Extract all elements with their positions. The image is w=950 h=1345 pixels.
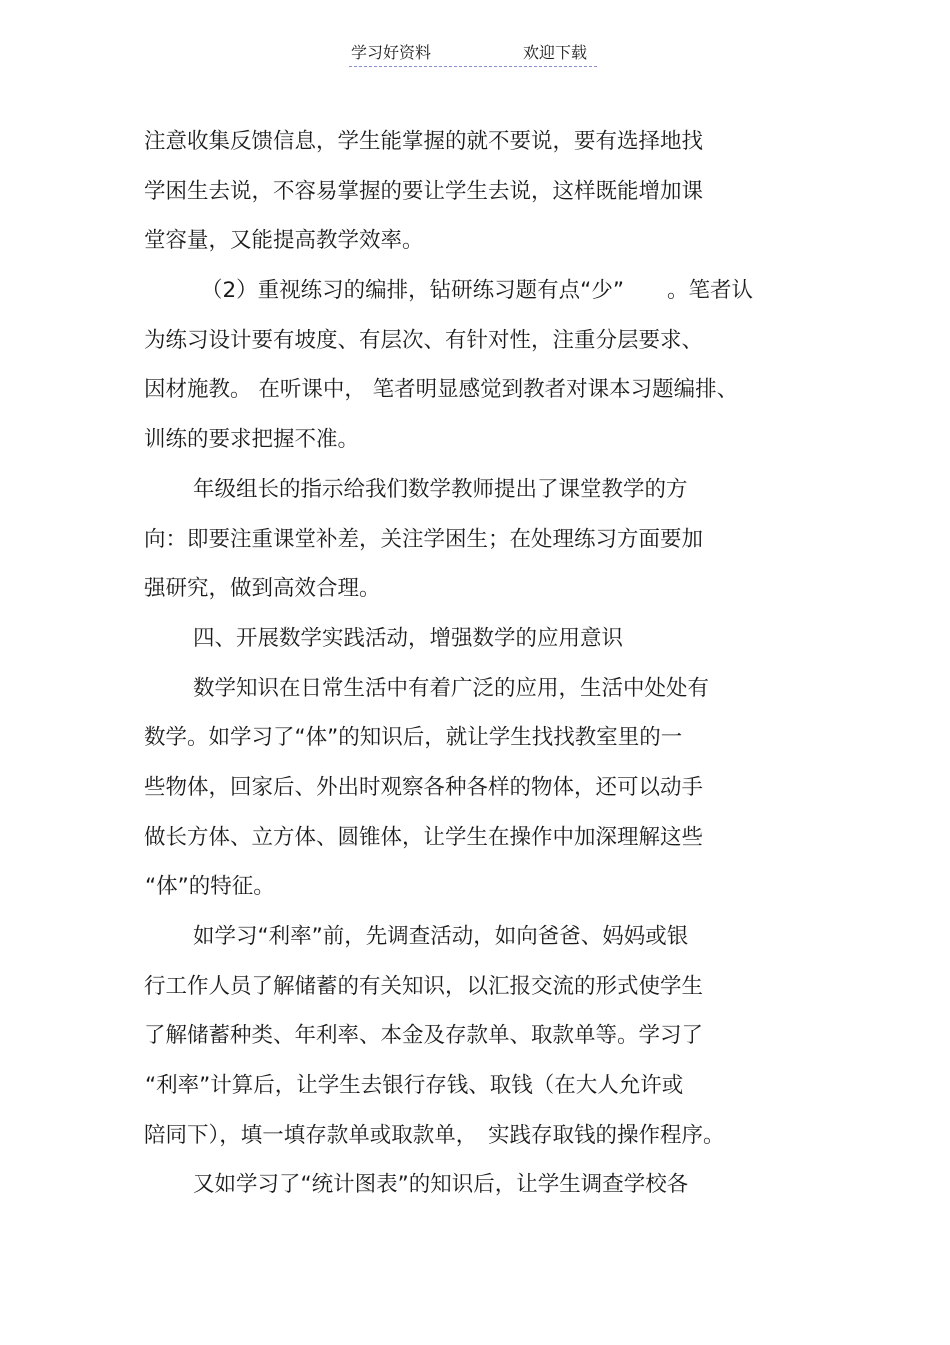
text-line: “体”的特征。 [145,874,275,900]
text-line: 陪同下），填一填存款单或取款单， 实践存取钱的操作程序。 [144,1122,725,1148]
page-header [349,40,597,67]
text-line: 又如学习了“统计图表”的知识后，让学生调查学校各 [193,1172,689,1198]
text-line: 强研究，做到高效合理。 [144,576,381,602]
text-line: 注意收集反馈信息，学生能掌握的就不要说，要有选择地找 [144,129,704,154]
header-right-text: 欢迎下载 [523,43,588,62]
text-line: 向：即要注重课堂补差，关注学困生；在处理练习方面要加 [144,526,704,552]
text-line: 行工作人员了解储蓄的有关知识，以汇报交流的形式使学生 [144,973,704,999]
header-left-text: 学习好资料 [351,43,432,62]
text-line: 年级组长的指示给我们数学教师提出了课堂教学的方 [193,476,688,502]
text-line: 做长方体、立方体、圆锥体，让学生在操作中加深理解这些 [144,824,704,850]
text-line: 了解储蓄种类、年利率、本金及存款单、取款单等。学习了 [144,1023,704,1049]
text-line: “利率”计算后，让学生去银行存钱、取钱（在大人允许或 [145,1073,684,1099]
section-heading: 四、开展数学实践活动，增强数学的应用意识 [193,625,624,651]
text-line: （2）重视练习的编排，钻研练习题有点“少” 。笔者认 [201,278,753,304]
text-line: 为练习设计要有坡度、有层次、有针对性，注重分层要求、 [144,327,704,353]
text-line: 学困生去说，不容易掌握的要让学生去说，这样既能增加课 [144,178,704,204]
text-line: 如学习“利率”前，先调查活动，如向爸爸、妈妈或银 [193,924,689,949]
text-line: 数学。如学习了“体”的知识后，就让学生找找教室里的一 [144,725,683,751]
text-line: 因材施教。 在听课中， 笔者明显感觉到教者对课本习题编排、 [144,377,739,403]
text-line: 些物体，回家后、外出时观察各种各样的物体，还可以动手 [144,774,704,800]
text-line: 训练的要求把握不准。 [144,427,360,453]
text-line: 数学知识在日常生活中有着广泛的应用，生活中处处有 [193,675,710,701]
text-line: 堂容量，又能提高教学效率。 [144,228,424,254]
document-body [144,117,824,1210]
